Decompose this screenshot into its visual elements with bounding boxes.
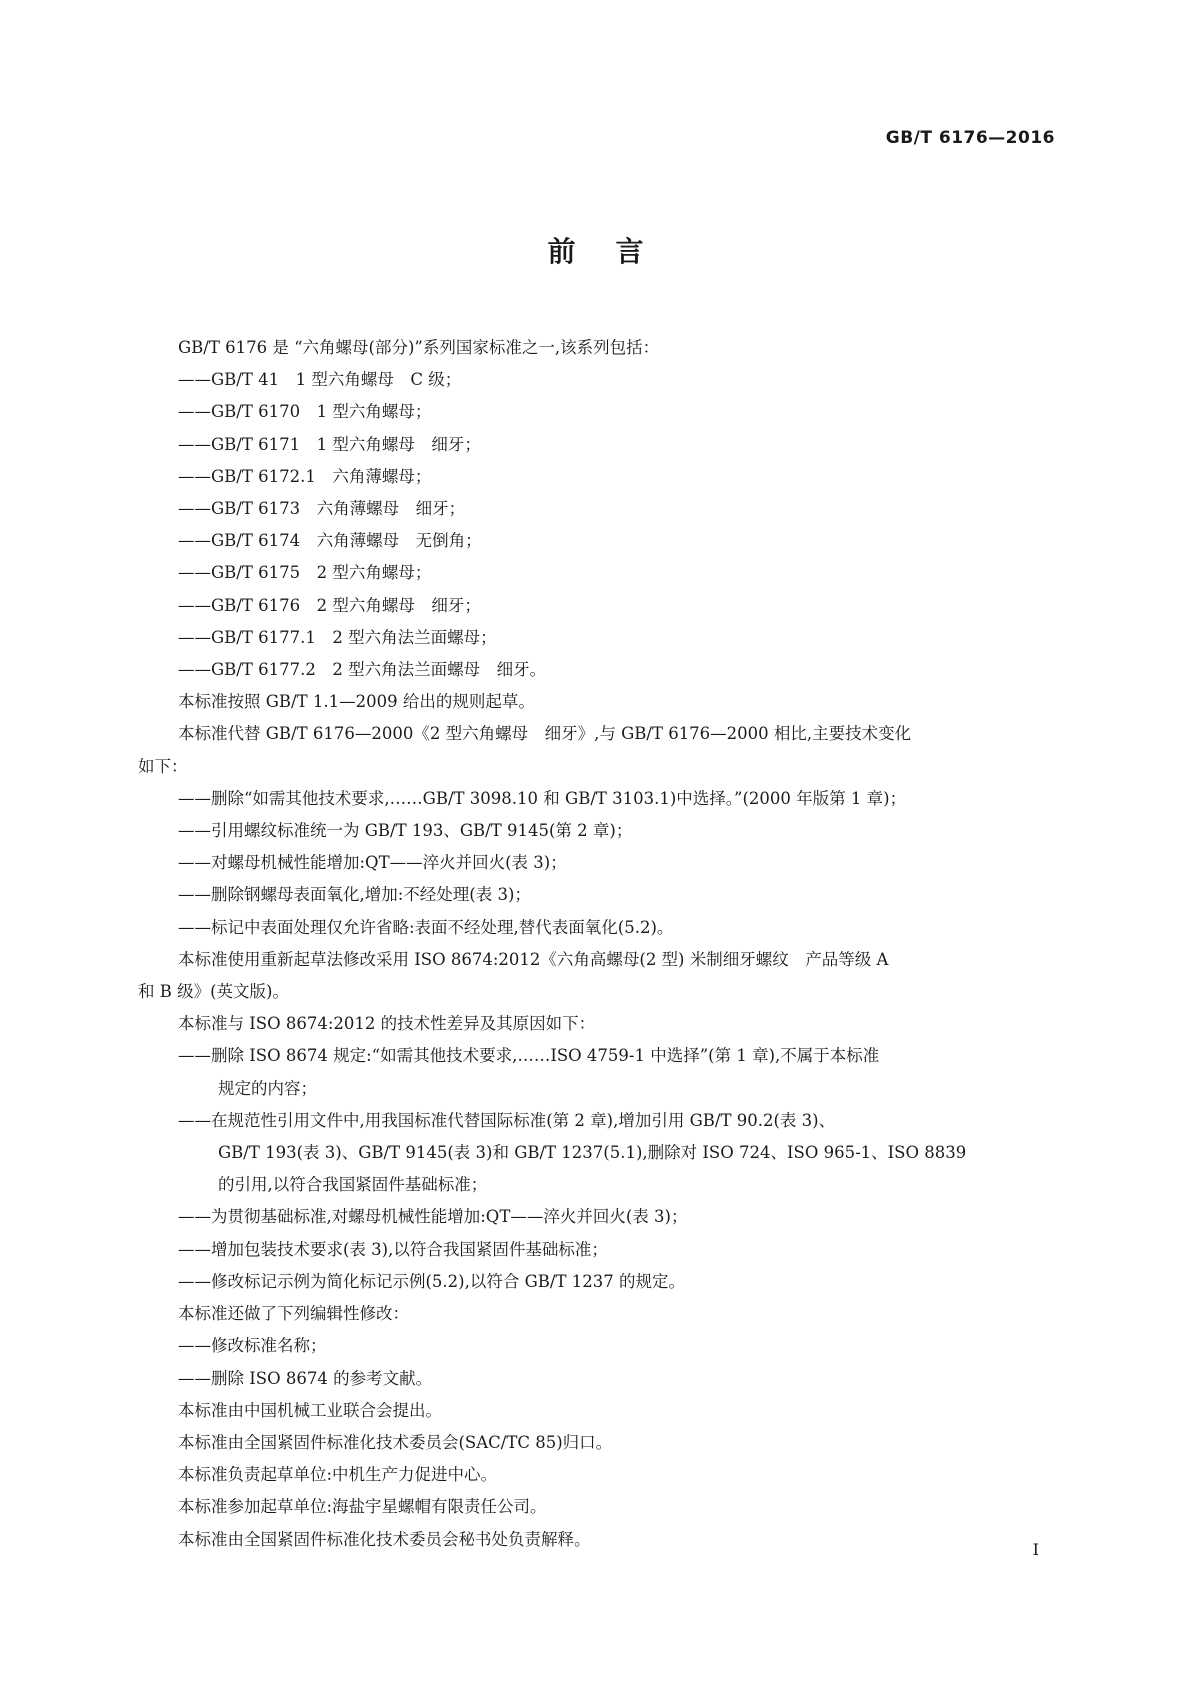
list-item: ——GB/T 6170 1 型六角螺母；	[178, 402, 432, 422]
list-item: ——在规范性引用文件中,用我国标准代替国际标准(第 2 章),增加引用 GB/T 90.2(表 3)、	[178, 1110, 836, 1130]
list-item: ——删除 ISO 8674 的参考文献。	[178, 1368, 433, 1388]
list-item: ——删除“如需其他技术要求,……GB/T 3098.10 和 GB/T 3103.1)中选择。”(2000 年版第 1 章)；	[178, 788, 907, 808]
page-number: I	[1032, 1540, 1039, 1559]
paragraph-line: 本标准由全国紧固件标准化技术委员会秘书处负责解释。	[178, 1529, 591, 1549]
list-item: ——GB/T 6177.2 2 型六角法兰面螺母 细牙。	[178, 660, 547, 680]
foreword-body	[138, 332, 1058, 1556]
list-item: ——GB/T 6174 六角薄螺母 无倒角；	[178, 531, 482, 551]
paragraph-line: 本标准负责起草单位:中机生产力促进中心。	[178, 1465, 498, 1485]
list-item-continuation: 规定的内容；	[218, 1078, 317, 1098]
list-item-continuation: 的引用,以符合我国紧固件基础标准；	[218, 1175, 488, 1195]
paragraph-line: 本标准与 ISO 8674:2012 的技术性差异及其原因如下：	[178, 1014, 596, 1034]
list-item: ——GB/T 41 1 型六角螺母 C 级；	[178, 370, 462, 390]
list-item: ——GB/T 6173 六角薄螺母 细牙；	[178, 499, 466, 519]
paragraph-continuation: 如下：	[138, 756, 188, 776]
paragraph-line: 本标准参加起草单位:海盐宇星螺帽有限责任公司。	[178, 1497, 547, 1517]
paragraph-continuation: 和 B 级》(英文版)。	[138, 982, 289, 1002]
list-item: ——删除 ISO 8674 规定:“如需其他技术要求,……ISO 4759-1 中选择”(第 1 章),不属于本标准	[178, 1046, 880, 1066]
list-item: ——引用螺纹标准统一为 GB/T 193、GB/T 9145(第 2 章)；	[178, 821, 633, 841]
page-title: 前言	[547, 235, 684, 268]
list-item: ——GB/T 6172.1 六角薄螺母；	[178, 466, 432, 486]
list-item-continuation: GB/T 193(表 3)、GB/T 9145(表 3)和 GB/T 1237(5.1),删除对 ISO 724、ISO 965-1、ISO 8839	[218, 1143, 967, 1163]
list-item: ——标记中表面处理仅允许省略:表面不经处理,替代表面氧化(5.2)。	[178, 917, 674, 937]
list-item: ——GB/T 6171 1 型六角螺母 细牙；	[178, 434, 481, 454]
list-item: ——修改标记示例为简化标记示例(5.2),以符合 GB/T 1237 的规定。	[178, 1271, 685, 1291]
list-item: ——GB/T 6176 2 型六角螺母 细牙；	[178, 595, 481, 615]
list-item: ——删除钢螺母表面氧化,增加:不经处理(表 3)；	[178, 885, 531, 905]
list-item: ——为贯彻基础标准,对螺母机械性能增加:QT——淬火并回火(表 3)；	[178, 1207, 688, 1227]
list-item: ——修改标准名称；	[178, 1336, 327, 1356]
list-item: ——增加包装技术要求(表 3),以符合我国紧固件基础标准；	[178, 1239, 608, 1259]
paragraph-line: 本标准还做了下列编辑性修改：	[178, 1304, 409, 1324]
paragraph-line: 本标准由全国紧固件标准化技术委员会(SAC/TC 85)归口。	[178, 1432, 613, 1452]
list-item: ——GB/T 6177.1 2 型六角法兰面螺母；	[178, 627, 497, 647]
standard-number: GB/T 6176—2016	[885, 128, 1055, 148]
paragraph-line: GB/T 6176 是 “六角螺母(部分)”系列国家标准之一,该系列包括：	[178, 338, 660, 357]
paragraph-line: 本标准按照 GB/T 1.1—2009 给出的规则起草。	[178, 692, 535, 712]
list-item: ——对螺母机械性能增加:QT——淬火并回火(表 3)；	[178, 853, 567, 873]
paragraph-line: 本标准由中国机械工业联合会提出。	[178, 1400, 442, 1420]
paragraph-line: 本标准使用重新起草法修改采用 ISO 8674:2012《六角高螺母(2 型) 米制细牙螺纹 产品等级 A	[178, 949, 889, 969]
list-item: ——GB/T 6175 2 型六角螺母；	[178, 563, 432, 583]
paragraph-line: 本标准代替 GB/T 6176—2000《2 型六角螺母 细牙》,与 GB/T 6176—2000 相比,主要技术变化	[178, 724, 912, 744]
